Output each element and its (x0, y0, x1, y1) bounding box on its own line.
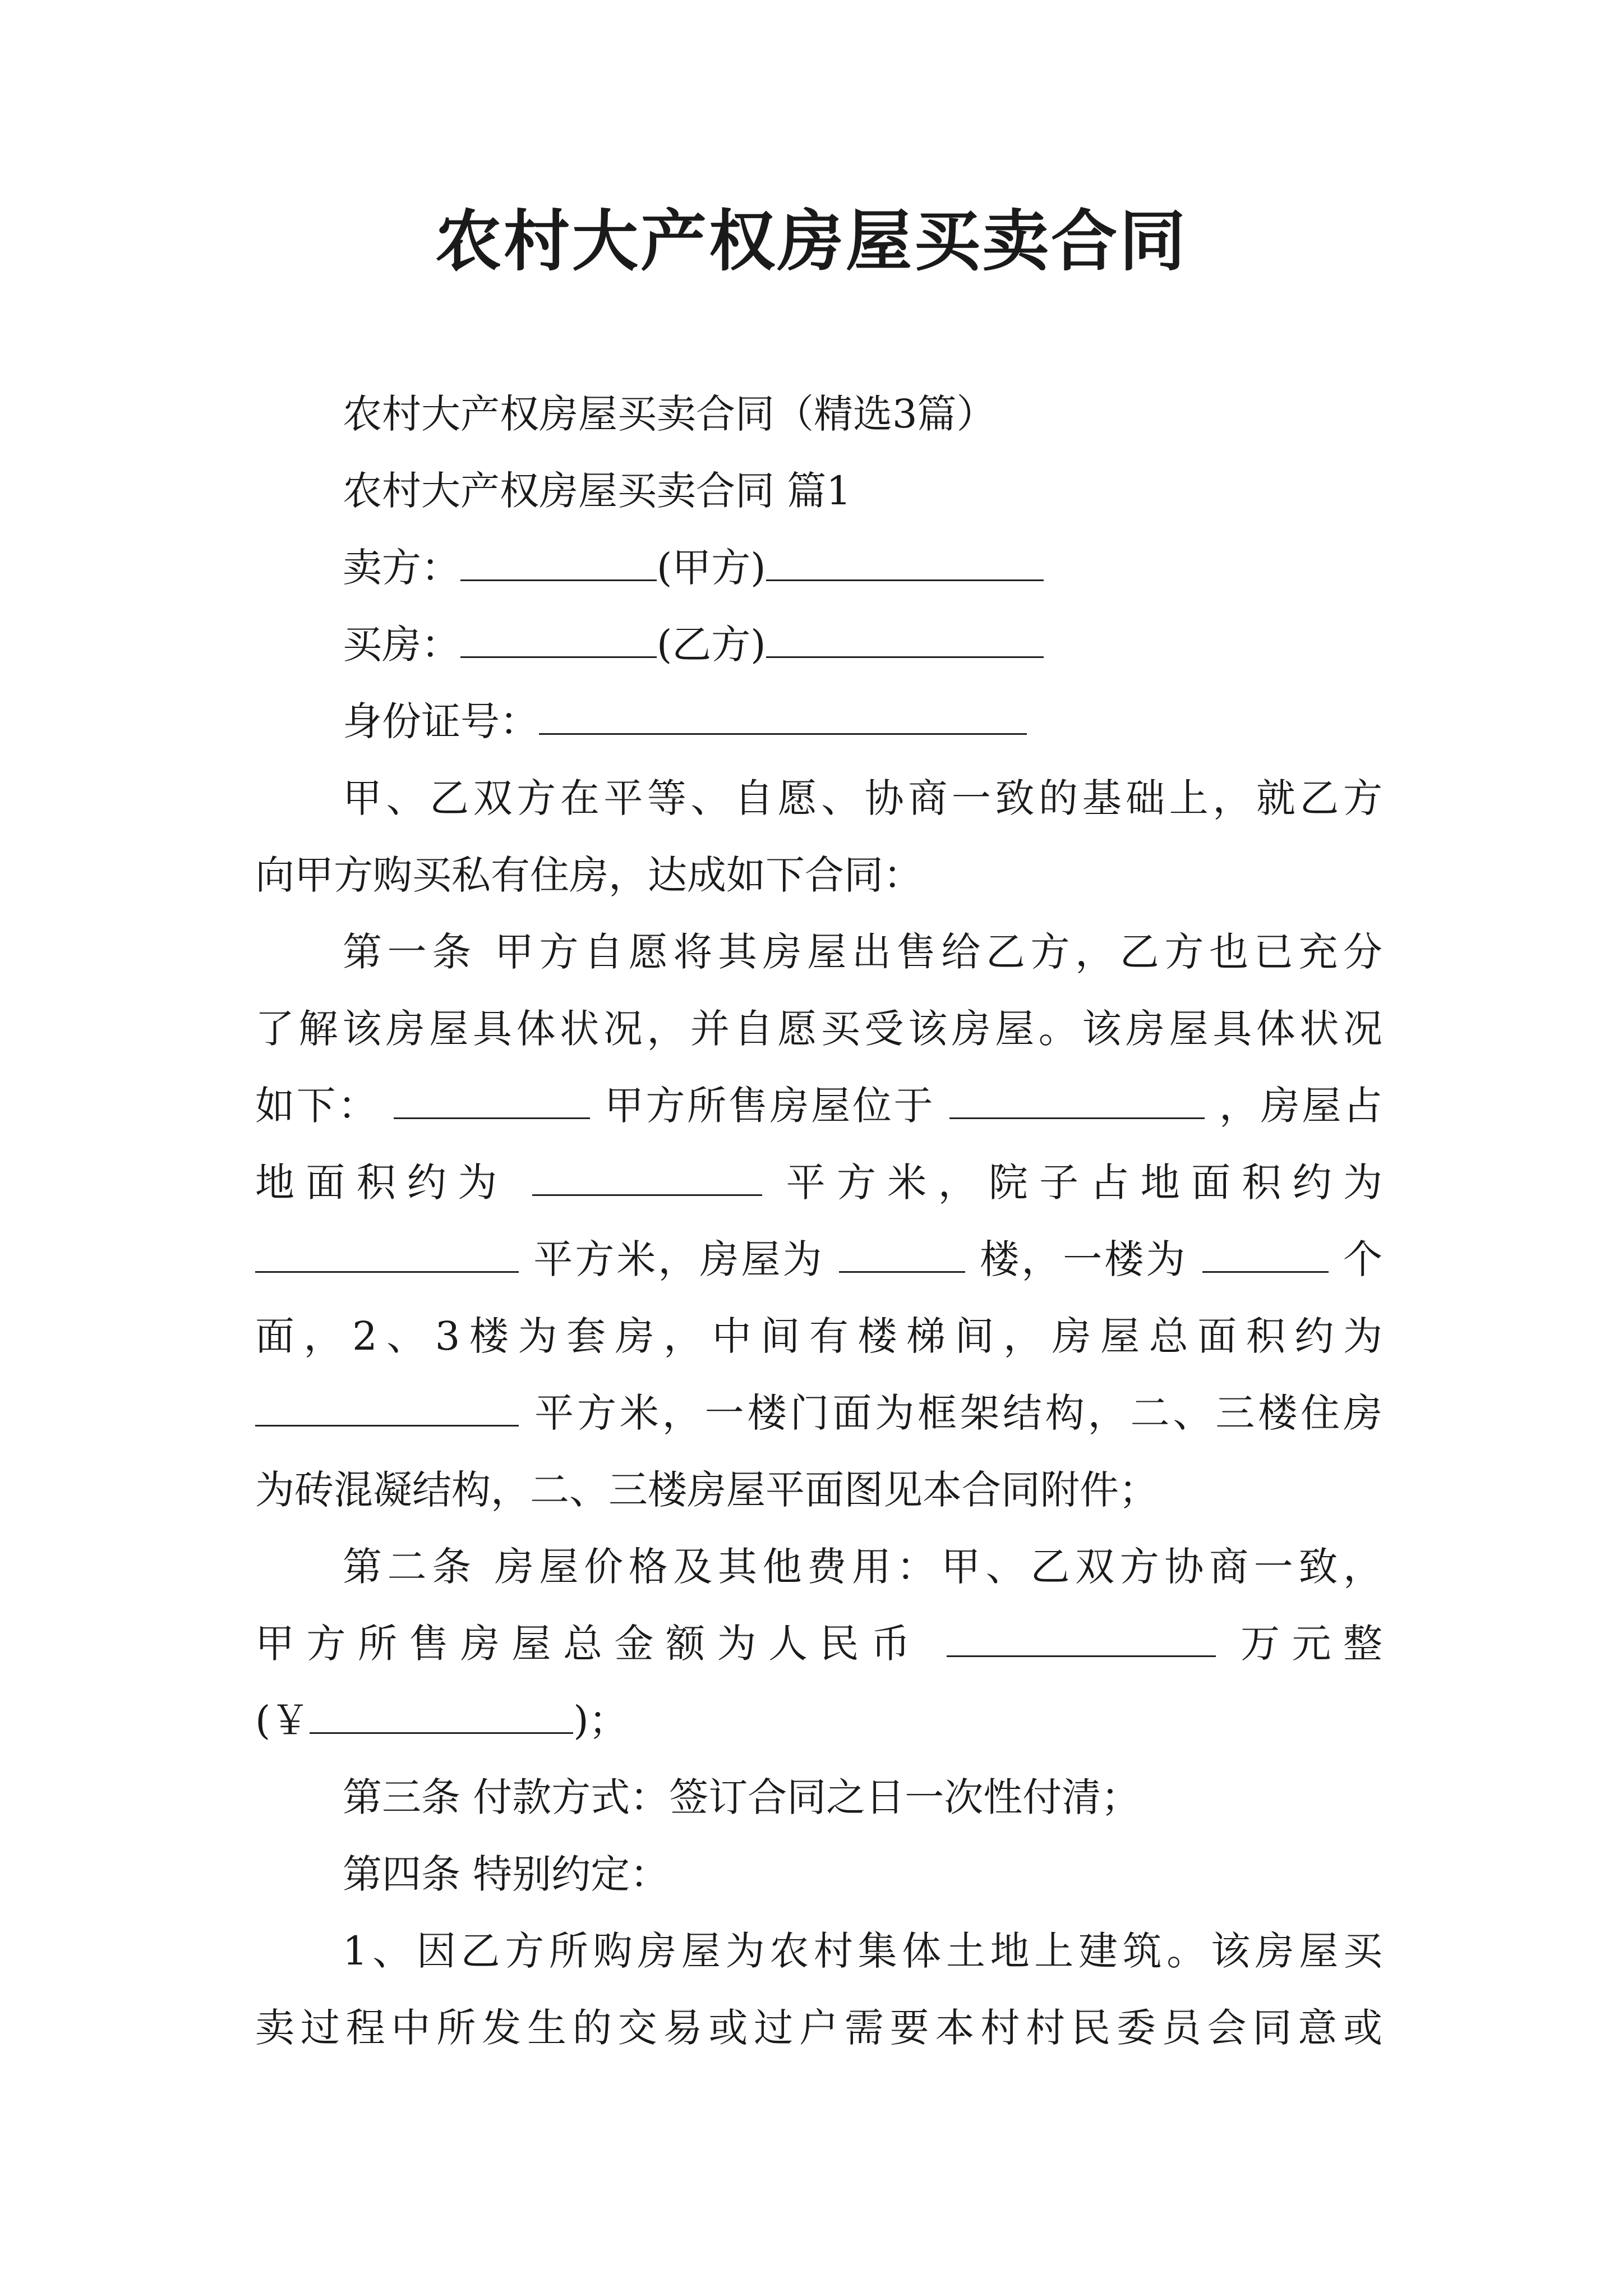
buyer-label: 买房： (343, 622, 460, 668)
id-number-label: 身份证号： (343, 698, 539, 744)
blank-house-location[interactable] (949, 1083, 1205, 1119)
buyer-name-blank[interactable] (460, 622, 657, 658)
article1-line-4 (255, 1144, 1382, 1221)
article2-line-3 (255, 1682, 1382, 1759)
subtitle: 农村大产权房屋买卖合同（精选3篇） (343, 391, 996, 437)
article2-line3-a: (￥ (255, 1697, 310, 1743)
article1-line5-b: 楼，一楼为 (980, 1236, 1188, 1282)
id-number-blank[interactable] (539, 698, 1027, 735)
article1-line-8: 为砖混凝结构，二、三楼房屋平面图见本合同附件； (255, 1467, 1158, 1513)
article2-line2-a: 甲方所售房屋总金额为人民币 (255, 1621, 923, 1667)
article3: 第三条 付款方式：签订合同之日一次性付清； (343, 1774, 1141, 1820)
buyer-role: (乙方) (657, 622, 766, 668)
article4: 第四条 特别约定： (343, 1851, 670, 1897)
article1-line-3 (255, 1068, 1382, 1144)
article1-line4-b: 平方米，院子占地面积约为 (786, 1159, 1382, 1205)
seller-line (255, 530, 1382, 606)
article1-line-6: 面，2、3楼为套房，中间有楼梯间，房屋总面积约为 (255, 1313, 1382, 1359)
seller-role: (甲方) (657, 545, 766, 591)
buyer-extra-blank[interactable] (766, 622, 1044, 658)
blank-floor-area[interactable] (532, 1159, 762, 1196)
blank-total-area[interactable] (255, 1390, 519, 1427)
article1-line3-b: 甲方所售房屋位于 (604, 1083, 935, 1129)
blank-price-figures[interactable] (310, 1697, 573, 1734)
seller-label: 卖方： (343, 545, 460, 591)
document-body (255, 376, 1382, 2067)
clause1-line-2: 卖过程中所发生的交易或过户需要本村村民委员会同意或 (255, 2005, 1382, 2051)
buyer-line (255, 606, 1382, 683)
intro-line-2: 向甲方购买私有住房，达成如下合同： (255, 852, 923, 898)
article1-line4-a: 地面积约为 (255, 1159, 509, 1205)
article2-line-2 (255, 1605, 1382, 1682)
blank-floors[interactable] (839, 1236, 965, 1273)
blank-yard-area[interactable] (255, 1236, 519, 1273)
intro-line-1: 甲、乙双方在平等、自愿、协商一致的基础上，就乙方 (343, 775, 1382, 821)
document-title: 农村大产权房屋买卖合同 (435, 202, 1188, 280)
blank-location-prefix[interactable] (394, 1083, 590, 1119)
article1-line-1: 第一条 甲方自愿将其房屋出售给乙方，乙方也已充分 (343, 929, 1382, 975)
blank-storefronts[interactable] (1202, 1236, 1329, 1273)
article1-line5-a: 平方米，房屋为 (533, 1236, 824, 1282)
article1-line5-c: 个 (1343, 1236, 1382, 1282)
section-heading: 农村大产权房屋买卖合同 篇1 (343, 468, 851, 514)
article2-line-1: 第二条 房屋价格及其他费用：甲、乙双方协商一致， (343, 1544, 1382, 1590)
article1-line-2: 了解该房屋具体状况，并自愿买受该房屋。该房屋具体状况 (255, 1006, 1382, 1052)
seller-extra-blank[interactable] (766, 545, 1044, 581)
clause1-line-1: 1、因乙方所购房屋为农村集体土地上建筑。该房屋买 (343, 1928, 1382, 1974)
article1-line7-text: 平方米，一楼门面为框架结构，二、三楼住房 (534, 1390, 1382, 1436)
article1-line-5 (255, 1221, 1382, 1298)
article1-line3-c: ，房屋占 (1219, 1083, 1382, 1129)
article1-line3-a: 如下： (255, 1083, 379, 1129)
blank-price-words[interactable] (947, 1621, 1216, 1657)
article2-line3-b: )； (573, 1697, 628, 1743)
id-number-line (255, 683, 1382, 760)
seller-name-blank[interactable] (460, 545, 657, 581)
article1-line-7 (255, 1375, 1382, 1452)
article2-line2-b: 万元整 (1240, 1621, 1382, 1667)
